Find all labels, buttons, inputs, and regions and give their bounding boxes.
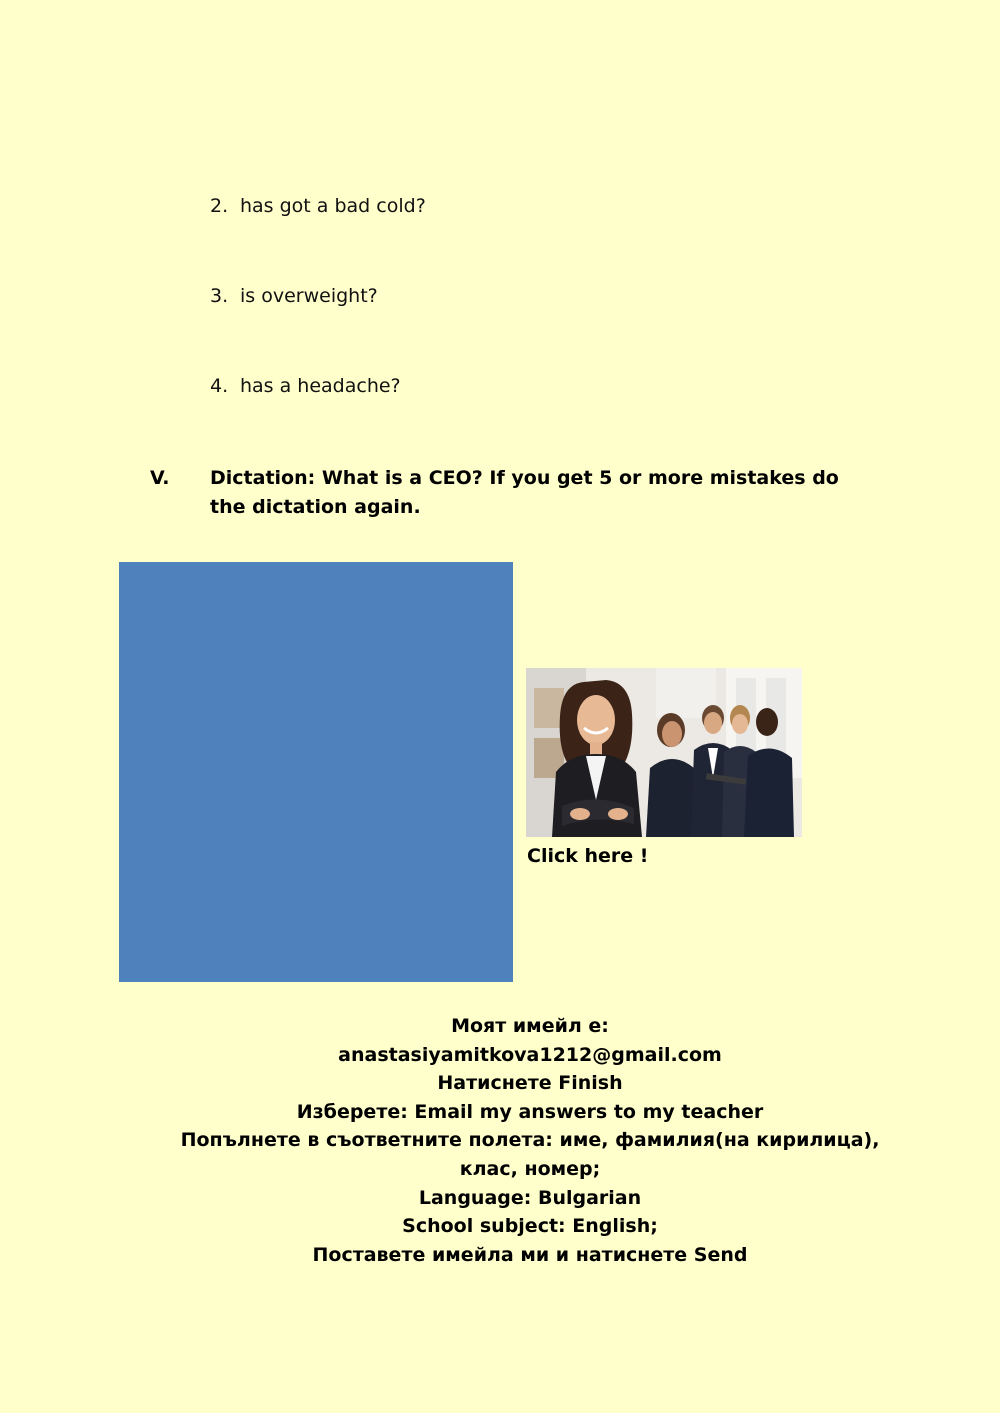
list-item [210, 374, 401, 398]
instruction-line: Language: Bulgarian [418, 1186, 642, 1209]
instructions-block [150, 1012, 910, 1269]
instruction-line: Моят имейл е: [451, 1015, 609, 1037]
embedded-media-box[interactable] [119, 562, 513, 982]
list-item-text: is overweight? [240, 285, 378, 307]
list-item-text: has got a bad cold? [240, 195, 426, 217]
list-item [210, 194, 426, 218]
click-here-link[interactable]: Click here ! [527, 845, 649, 867]
instruction-line: Поставете имейла ми и натиснете Send [312, 1243, 748, 1266]
list-item-text: has a headache? [240, 375, 401, 397]
list-item-number: 3. [210, 285, 229, 307]
instruction-line: Попълнете в съответните полета: име, фамилия(на кирилица), [180, 1129, 880, 1152]
section-numeral: V. [150, 467, 170, 489]
instruction-line: School subject: English; [402, 1215, 658, 1238]
photo-illustration [526, 668, 802, 837]
list-item-number: 4. [210, 375, 229, 397]
instruction-line: Изберете: Email my answers to my teacher [296, 1100, 764, 1123]
teacher-email: anastasiyamitkova1212@gmail.com [338, 1043, 722, 1066]
instruction-line: клас, номер; [459, 1157, 601, 1180]
instruction-line: Натиснете Finish [437, 1072, 623, 1095]
section-heading: Dictation: What is a CEO? If you get 5 or more mistakes do the dictation again. [210, 467, 839, 518]
business-team-photo[interactable] [526, 668, 802, 837]
list-item-number: 2. [210, 195, 229, 217]
list-item [210, 284, 378, 308]
